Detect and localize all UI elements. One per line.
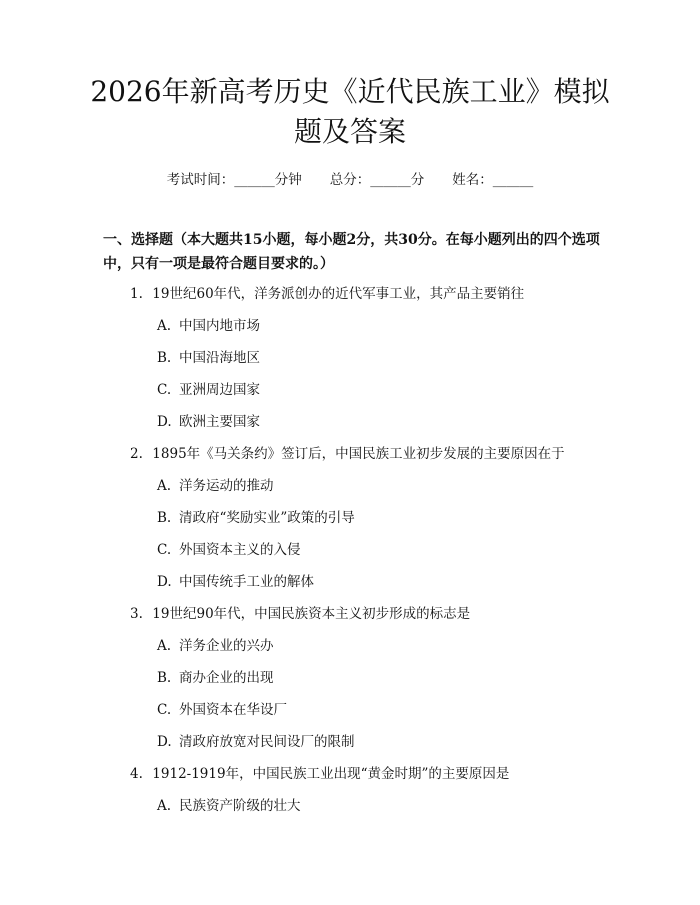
question-1-option-a bbox=[157, 314, 260, 334]
page-title: 2026年新高考历史《近代民族工业》模拟题及答案 bbox=[90, 75, 610, 148]
option-letter: B. bbox=[157, 350, 172, 366]
question-1 bbox=[130, 282, 524, 302]
option-letter: B. bbox=[157, 510, 172, 526]
option-text: 中国传统手工业的解体 bbox=[179, 574, 314, 590]
question-2-option-b bbox=[157, 506, 355, 526]
option-letter: D. bbox=[157, 734, 172, 750]
question-3-option-d bbox=[157, 730, 355, 750]
question-2 bbox=[130, 442, 565, 462]
question-3 bbox=[130, 602, 470, 622]
question-number: 3. bbox=[130, 606, 143, 622]
question-4-option-a bbox=[157, 794, 301, 814]
option-text: 中国沿海地区 bbox=[179, 350, 260, 366]
name-field: 姓名：______ bbox=[452, 172, 534, 188]
option-text: 洋务企业的兴办 bbox=[179, 638, 274, 654]
option-text: 欧洲主要国家 bbox=[179, 414, 260, 430]
total-score-field: 总分：______分 bbox=[329, 172, 425, 188]
option-letter: B. bbox=[157, 670, 172, 686]
option-text: 外国资本主义的入侵 bbox=[179, 542, 301, 558]
question-2-option-a bbox=[157, 474, 274, 494]
option-text: 商办企业的出现 bbox=[179, 670, 274, 686]
option-letter: D. bbox=[157, 574, 172, 590]
question-1-option-c bbox=[157, 378, 260, 398]
option-text: 外国资本在华设厂 bbox=[179, 702, 287, 718]
question-1-option-d bbox=[157, 410, 260, 430]
option-letter: A. bbox=[157, 318, 172, 334]
question-4 bbox=[130, 762, 509, 782]
option-text: 清政府放宽对民间设厂的限制 bbox=[179, 734, 355, 750]
question-number: 4. bbox=[130, 766, 143, 782]
option-letter: A. bbox=[157, 478, 172, 494]
exam-info bbox=[0, 168, 700, 188]
question-2-option-c bbox=[157, 538, 301, 558]
option-text: 清政府“奖励实业”政策的引导 bbox=[179, 510, 355, 526]
option-letter: A. bbox=[157, 798, 172, 814]
question-1-option-b bbox=[157, 346, 260, 366]
option-letter: A. bbox=[157, 638, 172, 654]
option-text: 洋务运动的推动 bbox=[179, 478, 274, 494]
question-stem: 19世纪60年代，洋务派创办的近代军事工业，其产品主要销往 bbox=[152, 286, 525, 302]
question-stem: 1912-1919年，中国民族工业出现“黄金时期”的主要原因是 bbox=[152, 766, 510, 782]
question-2-option-d bbox=[157, 570, 314, 590]
option-letter: D. bbox=[157, 414, 172, 430]
option-text: 民族资产阶级的壮大 bbox=[179, 798, 301, 814]
question-3-option-b bbox=[157, 666, 274, 686]
question-stem: 19世纪90年代，中国民族资本主义初步形成的标志是 bbox=[152, 606, 471, 622]
option-text: 亚洲周边国家 bbox=[179, 382, 260, 398]
option-text: 中国内地市场 bbox=[179, 318, 260, 334]
option-letter: C. bbox=[157, 382, 172, 398]
option-letter: C. bbox=[157, 702, 172, 718]
question-stem: 1895年《马关条约》签订后，中国民族工业初步发展的主要原因在于 bbox=[152, 446, 565, 462]
question-number: 2. bbox=[130, 446, 143, 462]
section-heading: 一、选择题（本大题共15小题，每小题2分，共30分。在每小题列出的四个选项中，只有一项是最符合题目要求的。） bbox=[103, 232, 600, 272]
question-3-option-a bbox=[157, 634, 274, 654]
exam-time-field: 考试时间：______分钟 bbox=[166, 172, 302, 188]
question-number: 1. bbox=[130, 286, 143, 302]
question-3-option-c bbox=[157, 698, 287, 718]
option-letter: C. bbox=[157, 542, 172, 558]
